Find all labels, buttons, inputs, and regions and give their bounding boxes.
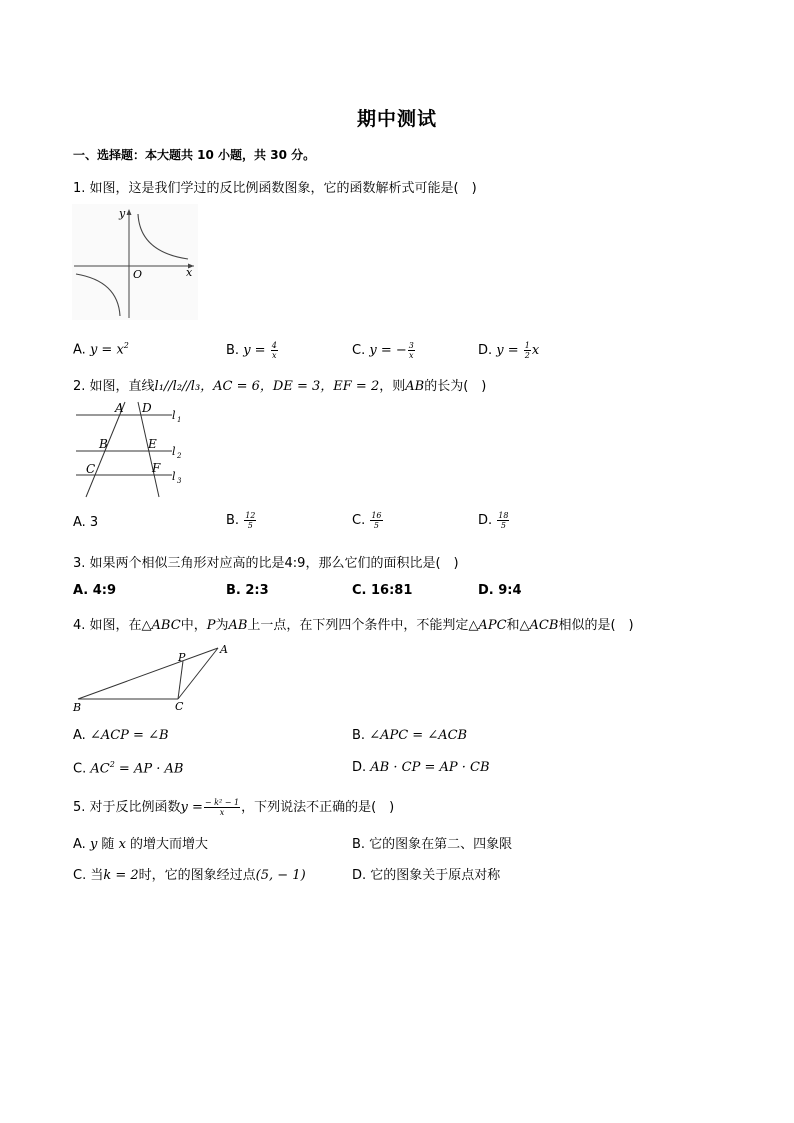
question-4-stem: 4. 如图，在△ABC中，P为AB上一点，在下列四个条件中，不能判定△APC和△ACB相似的是( ) [73,618,634,633]
point-d-label: D [142,401,152,415]
point-f-label: F [152,461,161,475]
q3-option-c[interactable]: C. 16:81 [352,583,413,598]
question-1-figure [72,204,198,320]
q1-option-c[interactable]: C. y = − $\frac{3}{x}$ [352,341,414,360]
l2-subscript: 2 [177,452,182,460]
y-axis-label: y [119,207,126,220]
point-a-label: A [220,643,228,656]
question-1-stem: 1. 如图，这是我们学过的反比例函数图象，它的函数解析式可能是( ) [73,181,477,196]
q4-option-c[interactable]: C. $AC^2$ = AP · AB [73,760,184,777]
q2-option-c[interactable]: C. $\frac{16}{5}$ [352,511,382,530]
side-ba [78,648,218,699]
q5-option-d[interactable]: D. 它的图象关于原点对称 [352,868,501,883]
point-b-label: B [99,437,108,451]
q3-option-d[interactable]: D. 9:4 [478,583,522,598]
q1-option-d[interactable]: D. y = $\frac{1}{2}$ x [478,341,540,360]
q1-option-b[interactable]: B. y = $\frac{4}{x}$ [226,341,277,360]
x-axis-label: x [186,266,193,279]
q4-option-d[interactable]: D. AB · CP = AP · CB [352,760,490,775]
point-c-label: C [86,462,96,476]
question-2-stem: 2. 如图，直线l₁//l₂//l₃，AC = 6，DE = 3，EF = 2，则AB的长为( ) [73,379,487,394]
q3-option-a[interactable]: A. 4:9 [73,583,117,598]
q4-option-b[interactable]: B. ∠APC = ∠ACB [352,728,468,743]
question-2-figure [72,399,192,501]
point-a-label: A [115,401,124,415]
page-title: 期中测试 [356,108,437,130]
section-header: 一、选择题：本大题共 10 小题，共 30 分。 [73,148,316,162]
point-c-label: C [175,700,184,713]
point-b-label: B [73,701,82,714]
q2-option-b[interactable]: B. $\frac{12}{5}$ [226,511,256,530]
origin-label: O [133,268,143,281]
l1-label: l [172,409,176,422]
l2-label: l [172,445,176,458]
q4-option-a[interactable]: A. ∠ACP = ∠B [73,728,169,743]
l1-subscript: 1 [177,416,182,424]
point-p-label: P [178,651,186,664]
question-5-stem: 5. 对于反比例函数y = $\frac{\text{− k² − 1}}{x}$ ，下列说法不正确的是( ) [73,798,395,817]
point-e-label: E [148,437,157,451]
l3-subscript: 3 [177,477,182,485]
q5-option-c[interactable]: C. 当k = 2时，它的图象经过点(5, − 1) [73,868,306,883]
question-3-stem: 3. 如果两个相似三角形对应高的比是4:9，那么它们的面积比是( ) [73,556,459,571]
q1-option-a[interactable]: A. $y = x^2$ [73,341,129,358]
l3-label: l [172,470,176,483]
q2-option-a[interactable]: A. 3 [73,515,99,530]
question-4-figure [70,640,240,716]
q5-option-a[interactable]: A. y 随 x 的增大而增大 [73,837,209,852]
q5-option-b[interactable]: B. 它的图象在第二、四象限 [352,837,513,852]
q3-option-b[interactable]: B. 2:3 [226,583,269,598]
q2-option-d[interactable]: D. $\frac{18}{5}$ [478,511,509,530]
